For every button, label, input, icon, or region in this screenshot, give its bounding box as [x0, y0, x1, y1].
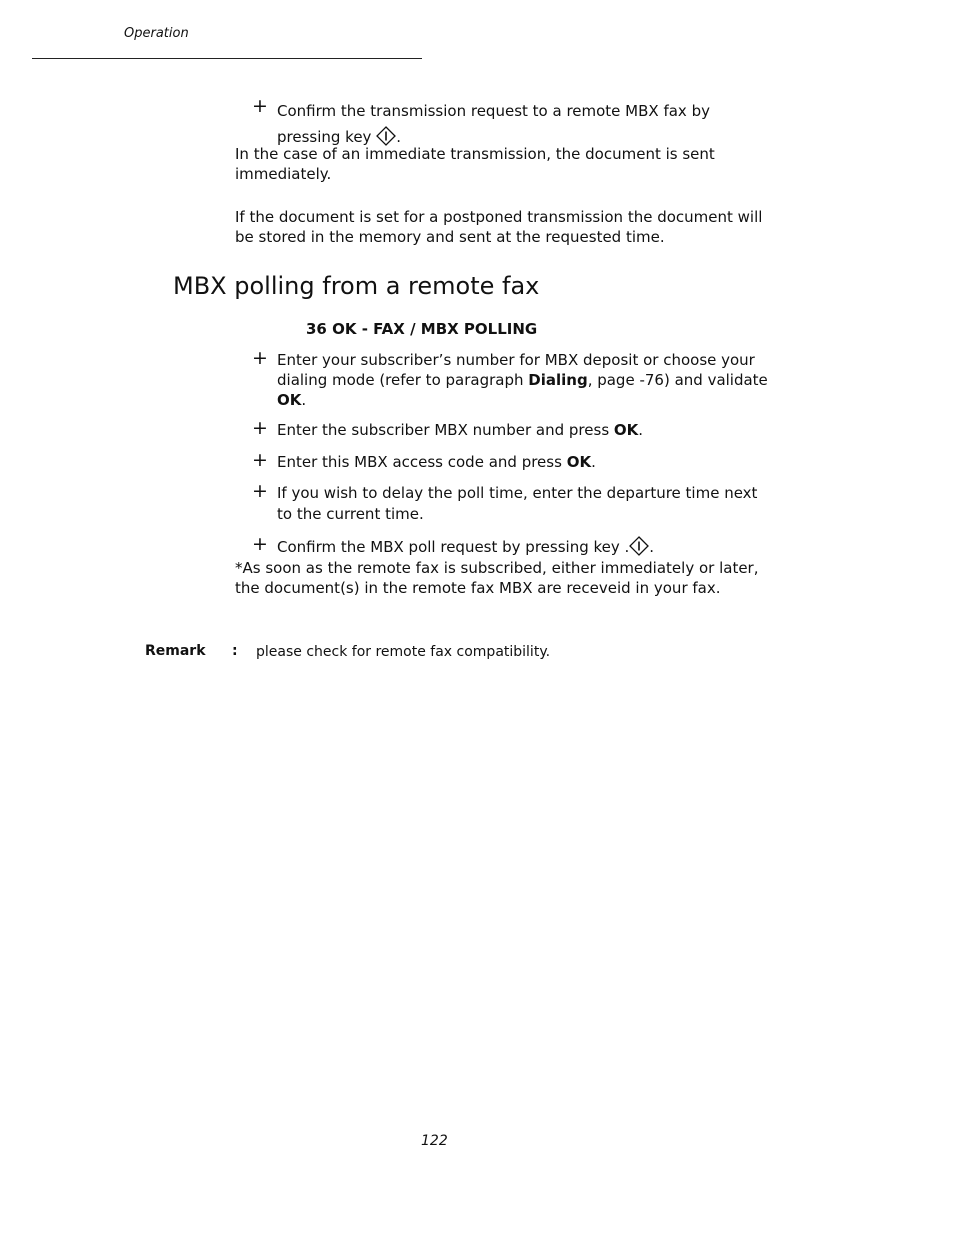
ok-key-label: OK — [613, 421, 639, 439]
step-suffix: . — [638, 421, 644, 439]
paragraph-note: *As soon as the remote fax is subscribed, either immediately or later, the document(s) in the remote fax MBX are receveid in your fax. — [235, 559, 759, 597]
step-suffix: . — [649, 538, 655, 556]
step-text: Confirm the MBX poll request by pressing key . — [277, 538, 630, 556]
plus-bullet-icon: + — [252, 480, 268, 502]
menu-path: 36 OK - FAX / MBX POLLING — [306, 320, 538, 338]
step-text: Enter this MBX access code and press — [277, 453, 567, 471]
plus-bullet-icon: + — [252, 347, 268, 369]
step-text: If you wish to delay the poll time, enter the departure time next to the current time. — [277, 484, 758, 523]
step-suffix: . — [396, 128, 402, 146]
paragraph-postponed: If the document is set for a postponed transmission the document will be stored in the memory and sent at the requested time. — [235, 208, 763, 246]
ok-key-label: OK — [277, 391, 302, 409]
plus-bullet-icon: + — [252, 95, 268, 117]
step-text: Enter your subscriber’s number for MBX deposit or choose your dialing mode (refer to paragraph — [277, 351, 755, 389]
remark-label: Remark — [145, 643, 206, 659]
list-item — [252, 347, 772, 410]
section-title: MBX polling from a remote fax — [173, 272, 540, 300]
step-suffix: . — [301, 391, 307, 409]
header-rule — [32, 58, 422, 59]
step-text: , page -76) and validate — [587, 371, 768, 389]
start-key-icon — [629, 536, 649, 561]
plus-bullet-icon: + — [252, 449, 268, 471]
running-header: Operation — [124, 26, 189, 41]
list-item — [252, 449, 772, 472]
list-item — [252, 417, 772, 440]
dialing-reference: Dialing — [528, 371, 588, 389]
plus-bullet-icon: + — [252, 417, 268, 439]
plus-bullet-icon: + — [252, 533, 268, 555]
remark-colon: : — [232, 643, 238, 659]
remark-text: please check for remote fax compatibility. — [256, 644, 551, 660]
step-suffix: . — [591, 453, 596, 471]
paragraph-immediate: In the case of an immediate transmission, the document is sent immediately. — [235, 145, 715, 183]
list-item — [252, 533, 772, 561]
ok-key-label: OK — [566, 453, 592, 471]
list-item — [252, 480, 772, 525]
step-text: Enter the subscriber MBX number and press — [277, 421, 614, 439]
step-text: Confirm the transmission request to a remote MBX fax by pressing key — [277, 102, 710, 146]
page-number: 122 — [421, 1133, 448, 1149]
